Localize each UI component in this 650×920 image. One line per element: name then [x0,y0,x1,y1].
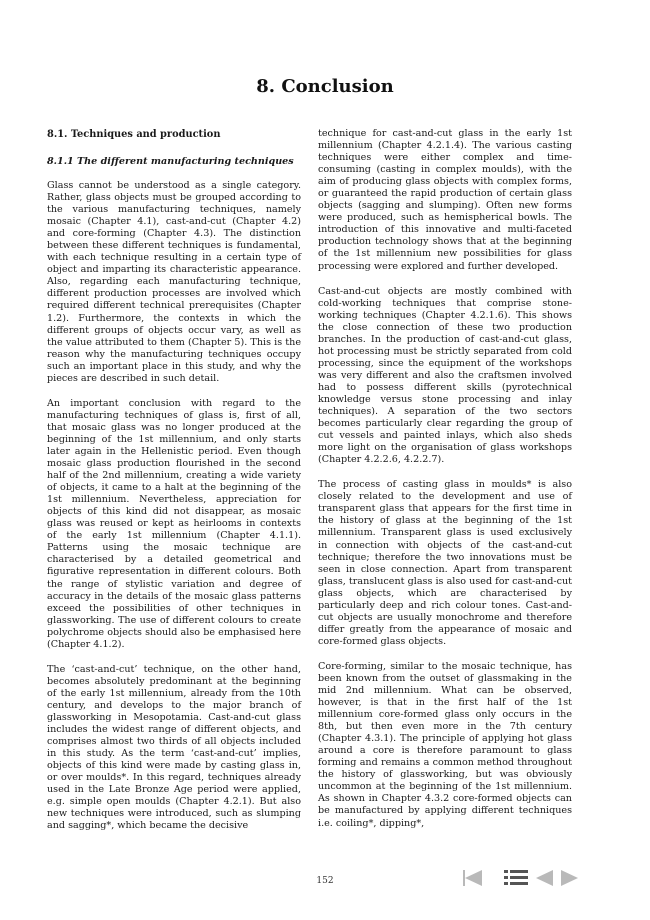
left-column [47,128,301,845]
subsection-heading: 8.1.1 The different manufacturing techniques [47,156,294,167]
right-column [318,128,572,843]
body-paragraph: The process of casting glass in moulds* is also closely related to the development and use of transparent glass that appears for the first time in the history of glass at the beginning of the 1st millennium. Transparent glass is used exclusively in connection with objects of the cast-and-cut technique; therefore the two innovations must be seen in close connection. Apart from transparent glass, translucent glass is also used for cast-and-cut glass objects, which are characterised by particularly deep and rich colour tones. Cast-and-cut objects are usually monochrome and therefore differ greatly from the appearance of mosaic and core-formed glass objects. [318,479,572,647]
page-navigation [462,869,580,887]
chapter-title: 8. Conclusion [256,76,394,97]
contents-list-icon[interactable] [504,869,528,887]
section-heading: 8.1. Techniques and production [47,129,221,140]
body-paragraph: Core-forming, similar to the mosaic technique, has been known from the outset of glassmaking in the mid 2nd millennium. What can be observed, however, is that in the first half of the 1st millennium core-formed glass only occurs in the 8th, but then even more in the 7th century (Chapter 4.3.1). The principle of applying hot glass around a core is therefore paramount to glass forming and remains a common method throughout the history of glassworking, but was obviously uncommon at the beginning of the 1st millennium. As shown in Chapter 4.3.2 core-formed objects can be manufactured by applying different techniques i.e. coiling*, dipping*, [318,660,572,829]
page-number: 152 [316,876,334,886]
first-page-icon[interactable] [462,869,484,887]
next-page-icon[interactable] [560,869,580,887]
previous-page-icon[interactable] [534,869,554,887]
body-paragraph: technique for cast-and-cut glass in the early 1st millennium (Chapter 4.2.1.4). The various casting techniques were either complex and time-consuming (casting in complex moulds), with the aim of producing glass objects with complex forms, or guaranteed the rapid production of certain glass objects (sagging and slumping). Often new forms were produced, such as hemispherical bowls. The introduction of this innovative and multi-faceted production technology shows that at the beginning of the 1st millennium new possibilities for glass processing were explored and further developed. [318,128,572,272]
body-paragraph: The ‘cast-and-cut’ technique, on the other hand, becomes absolutely predominant at the beginning of the early 1st millennium, already from the 10th century, and develops to the major branch of glassworking in Mesopotamia. Cast-and-cut glass includes the widest range of different objects, and comprises almost two thirds of all objects included in this study. As the term ‘cast-and-cut’ implies, objects of this kind were made by casting glass in, or over moulds*. In this regard, techniques already used in the Late Bronze Age period were applied, e.g. simple open moulds (Chapter 4.2.1). But also new techniques were introduced, such as slumping and sagging*, which became the decisive [47,663,301,832]
body-paragraph: Glass cannot be understood as a single category. Rather, glass objects must be grouped according to the various manufacturing techniques, namely mosaic (Chapter 4.1), cast-and-cut (Chapter 4.2) and core-forming (Chapter 4.3). The distinction between these different techniques is fundamental, with each technique resulting in a certain type of object and imparting its characteristic appearance. Also, regarding each manufacturing technique, different production processes are involved which required different technical prerequisites (Chapter 1.2). Furthermore, the contexts in which the different groups of objects occur vary, as well as the value attributed to them (Chapter 5). This is the reason why the manufacturing techniques occupy such an important place in this study, and why the pieces are described in such detail. [47,180,301,384]
body-paragraph: Cast-and-cut objects are mostly combined with cold-working techniques that comprise stone-working techniques (Chapter 4.2.1.6). This shows the close connection of these two production branches. In the production of cast-and-cut glass, hot processing must be strictly separated from cold processing, since the equipment of the workshops was very different and also the craftsmen involved had to possess different skills (pyrotechnical knowledge versus stone processing and inlay techniques). A separation of the two sectors becomes particularly clear regarding the group of cut vessels and painted inlays, which also sheds more light on the organisation of glass workshops (Chapter 4.2.2.6, 4.2.2.7). [318,285,572,466]
body-paragraph: An important conclusion with regard to the manufacturing techniques of glass is, first of all, that mosaic glass was no longer produced at the beginning of the 1st millennium, and only starts later again in the Hellenistic period. Even though mosaic glass production flourished in the second half of the 2nd millennium, creating a wide variety of objects, it came to a halt at the beginning of the 1st millennium. Nevertheless, appreciation for objects of this kind did not disappear, as mosaic glass was reused or kept as heirlooms in contexts of the early 1st millennium (Chapter 4.1.1). Patterns using the mosaic technique are characterised by a detailed geometrical and figurative representation in different colours. Both the range of stylistic variation and degree of accuracy in the details of the mosaic glass patterns exceed the possibilities of other techniques in glassworking. The use of different colours to create polychrome objects should also be emphasised here (Chapter 4.1.2). [47,397,301,650]
